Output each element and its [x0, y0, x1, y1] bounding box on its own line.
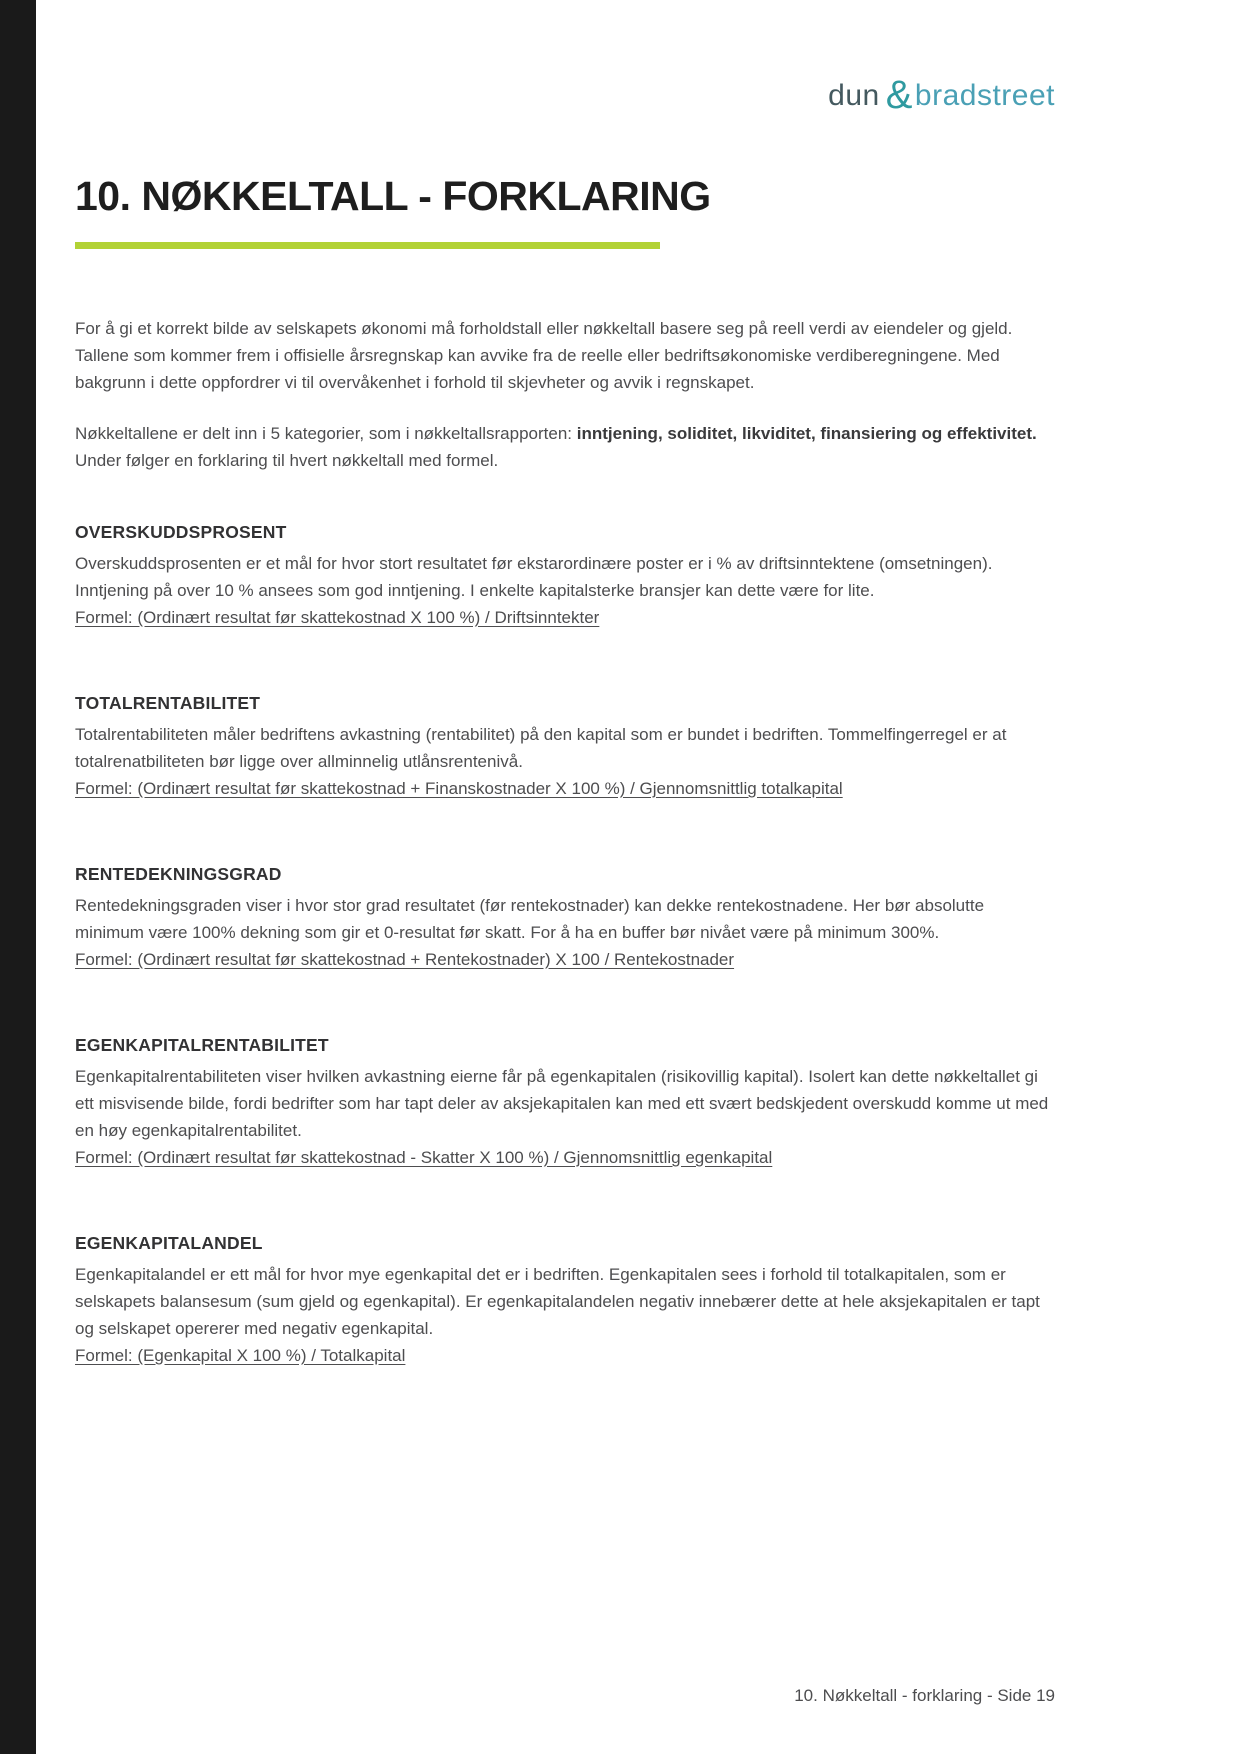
- logo-bradstreet-text: bradstreet: [914, 79, 1055, 112]
- title-underline-accent: [75, 242, 660, 249]
- left-margin-bar: [0, 0, 36, 1754]
- section-heading: TOTALRENTABILITET: [75, 693, 261, 713]
- section-egenkapitalandel: [75, 1233, 1055, 1369]
- sections-list: [75, 522, 1055, 1369]
- intro-block: [75, 315, 1055, 474]
- section-body: Egenkapitalandel er ett mål for hvor mye egenkapital det er i bedriften. Egenkapitalen sees i forhold til totalkapitalen, som er selskapets balansesum (sum gjeld og egenkapital). Er egenkapitalandelen negativ innebærer dette at hele aksjekapitalen er tapt og selskapet opererer med negativ egenkapital.: [75, 1265, 1040, 1338]
- intro-p2-post: Under følger en forklaring til hvert nøkkeltall med formel.: [75, 451, 499, 470]
- intro-paragraph-2: [75, 420, 1055, 474]
- section-formula: Formel: (Ordinært resultat før skattekostnad + Rentekostnader) X 100 / Rentekostnader: [75, 950, 735, 969]
- section-heading: EGENKAPITALANDEL: [75, 1233, 263, 1253]
- dun-bradstreet-logo: [828, 70, 1055, 115]
- section-totalrentabilitet: [75, 693, 1055, 802]
- logo-dun-text: dun: [828, 79, 880, 112]
- intro-p2-pre: Nøkkeltallene er delt inn i 5 kategorier, som i nøkkeltallsrapporten:: [75, 424, 577, 443]
- section-overskuddsprosent: [75, 522, 1055, 631]
- header: [75, 0, 1055, 115]
- section-heading: RENTEDEKNINGSGRAD: [75, 864, 282, 884]
- page-content: [75, 0, 1055, 1431]
- section-heading: OVERSKUDDSPROSENT: [75, 522, 287, 542]
- section-formula: Formel: (Ordinært resultat før skattekostnad - Skatter X 100 %) / Gjennomsnittlig egenkapital: [75, 1148, 773, 1167]
- intro-p2-categories: inntjening, soliditet, likviditet, finansiering og effektivitet.: [576, 424, 1037, 443]
- intro-paragraph-1: For å gi et korrekt bilde av selskapets økonomi må forholdstall eller nøkkeltall basere seg på reell verdi av eiendeler og gjeld. Tallene som kommer frem i offisielle årsregnskap kan avvike fra de reelle eller bedriftsøkonomiske verdiberegningene. Med bakgrunn i dette oppfordrer vi til overvåkenhet i forhold til skjevheter og avvik i regnskapet.: [75, 319, 1013, 392]
- page-title: 10. NØKKELTALL - FORKLARING: [75, 173, 711, 219]
- section-rentedekningsgrad: [75, 864, 1055, 973]
- section-body: Overskuddsprosenten er et mål for hvor stort resultatet før ekstarordinære poster er i % av driftsinntektene (omsetningen). Inntjening på over 10 % ansees som god inntjening. I enkelte kapitalsterke bransjer kan dette være for lite.: [75, 554, 993, 600]
- section-egenkapitalrentabilitet: [75, 1035, 1055, 1171]
- page-footer: 10. Nøkkeltall - forklaring - Side 19: [794, 1686, 1055, 1705]
- logo-ampersand-icon: &: [885, 73, 913, 117]
- section-body: Totalrentabiliteten måler bedriftens avkastning (rentabilitet) på den kapital som er bundet i bedriften. Tommelfingerregel er at totalrenatbiliteten bør ligge over allminnelig utlånsrentenivå.: [75, 725, 1007, 771]
- section-formula: Formel: (Ordinært resultat før skattekostnad X 100 %) / Driftsinntekter: [75, 608, 600, 627]
- section-formula: Formel: (Egenkapital X 100 %) / Totalkapital: [75, 1346, 406, 1365]
- section-body: Egenkapitalrentabiliteten viser hvilken avkastning eierne får på egenkapitalen (risikovillig kapital). Isolert kan dette nøkkeltallet gi ett misvisende bilde, fordi bedrifter som har tapt deler av aksjekapitalen kan med ett svært bedskjedent overskudd komme ut med en høy egenkapitalrentabilitet.: [75, 1067, 1049, 1140]
- section-formula: Formel: (Ordinært resultat før skattekostnad + Finanskostnader X 100 %) / Gjennomsnittlig totalkapital: [75, 779, 843, 798]
- section-heading: EGENKAPITALRENTABILITET: [75, 1035, 329, 1055]
- section-body: Rentedekningsgraden viser i hvor stor grad resultatet (før rentekostnader) kan dekke rentekostnadene. Her bør absolutte minimum være 100% dekning som gir et 0-resultat før skatt. For å ha en buffer bør nivået være på minimum 300%.: [75, 896, 985, 942]
